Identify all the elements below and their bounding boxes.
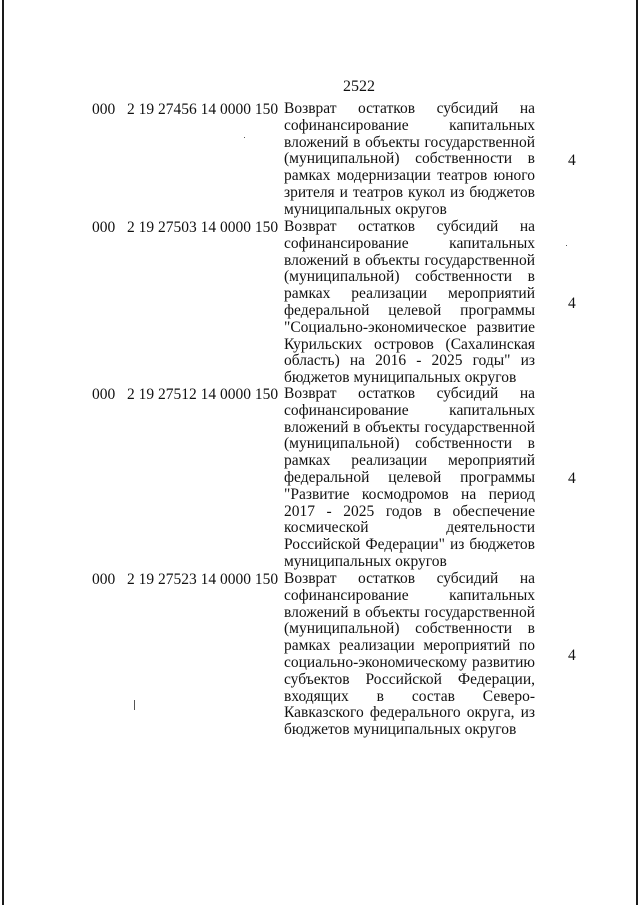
- scan-border-right: [636, 0, 638, 905]
- admin-code: 000: [92, 101, 116, 118]
- row-description: Возврат остатков субсидий на софинансирование капитальных вложений в объекты государственной (муниципальной) собственности в рамках модернизации театров юного зрителя и театров кукол из бюджетов муниципальных округов: [284, 100, 535, 218]
- row-description: Возврат остатков субсидий на софинансирование капитальных вложений в объекты государственной (муниципальной) собственности в рамках реализации мероприятий по социально-экономическому развитию субъектов Российской Федерации, входящих в состав Северо-Кавказского федерального округа, из бюджетов муниципальных округов: [284, 570, 535, 739]
- scan-border-left: [2, 0, 4, 905]
- page-number: 2522: [343, 78, 375, 95]
- row-description: Возврат остатков субсидий на софинансирование капитальных вложений в объекты государственной (муниципальной) собственности в рамках реализации мероприятий федеральной целевой программы "Развитие космодромов на период 2017 - 2025 годов в обеспечение космической деятельности Российской Федерации" из бюджетов муниципальных округов: [284, 385, 535, 570]
- scan-speck: [134, 700, 135, 710]
- budget-code: 2 19 27456 14 0000 150: [127, 101, 279, 118]
- budget-code: 2 19 27503 14 0000 150: [127, 219, 279, 236]
- group-number: 4: [568, 647, 576, 664]
- admin-code: 000: [92, 571, 116, 588]
- group-number: 4: [568, 470, 576, 487]
- scan-speck: [244, 137, 245, 138]
- group-number: 4: [568, 152, 576, 169]
- group-number: 4: [568, 295, 576, 312]
- budget-code: 2 19 27512 14 0000 150: [127, 386, 279, 403]
- budget-code: 2 19 27523 14 0000 150: [127, 571, 279, 588]
- admin-code: 000: [92, 386, 116, 403]
- row-description: Возврат остатков субсидий на софинансирование капитальных вложений в объекты государственной (муниципальной) собственности в рамках реализации мероприятий федеральной целевой программы "Социально-экономическое развитие Курильских островов (Сахалинская область) на 2016 - 2025 годы" из бюджетов муниципальных округов: [284, 218, 535, 387]
- scan-speck: [566, 245, 567, 246]
- admin-code: 000: [92, 219, 116, 236]
